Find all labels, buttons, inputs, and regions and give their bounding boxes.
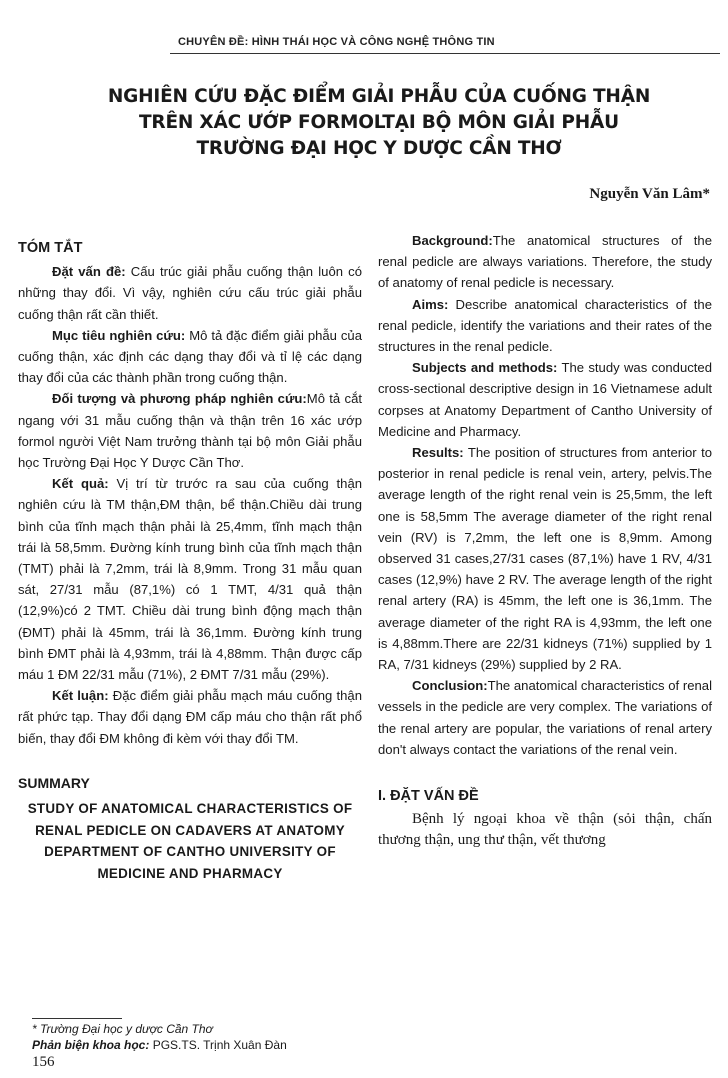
conclusion-text-vi: Đặc điểm giải phẫu mạch máu cuống thận rất phức tạp. Thay đổi dạng ĐM cấp máu cho thận rất phổ biến, thay đổi ĐM không đi kèm với thay đổi TM. xyxy=(18,688,362,746)
abstract-vi-background xyxy=(18,261,362,325)
results-text-en: The position of structures from anterior to posterior in renal pedicle is renal vein, artery, pelvis.The average length of the right renal vein is 25,5mm, the left one is 58,5mm The average diameter of the right renal vein (RV) is 7,2mm, the left one is 8,9mm. Among observed 31 cases,27/31 cases (87,1%) have 1 RV, 4/31 cases (12,9%) have 2 RV. The average length of the right renal artery (RA) is 45mm, the left one is 36,1mm. The average diameter of the right RA is 4,93mm, the left one is 4,88mm.There are 22/31 kidneys (71%) supplied by 1 RA, 7/31 kidneys (29%) supplied by 2 RA. xyxy=(378,445,712,673)
abstract-vi-methods xyxy=(18,388,362,473)
footnote-reviewer xyxy=(32,1038,287,1053)
background-text-en: The anatomical structures of the renal pedicle are always variations. Therefore, the study of anatomy of renal pedicle is necessary. xyxy=(378,233,712,291)
aims-text-vi: Mô tả đặc điểm giải phẫu của cuống thận, xác định các dạng thay đổi và tỉ lệ các dạng thay đổi của các thành phần trong cuống thận. xyxy=(18,327,362,386)
methods-text-en: The study was conducted cross-sectional descriptive design in 16 Vietnamese adult corpses at Anatomy Department of Cantho University of Medicine and Pharmacy. xyxy=(378,360,712,439)
abstract-en-conclusion xyxy=(378,675,712,760)
abstract-vi-results xyxy=(18,473,362,685)
results-label-vi: Kết quả: xyxy=(52,476,109,492)
conclusion-label-vi: Kết luận: xyxy=(52,688,109,704)
aims-label-en: Aims: xyxy=(412,296,449,312)
abstract-en-results xyxy=(378,442,712,675)
introduction-heading: I. ĐẶT VẤN ĐỀ xyxy=(378,788,479,805)
title-line-2: TRÊN XÁC ƯỚP FORMOLTẠI BỘ MÔN GIẢI PHẪU xyxy=(139,112,619,133)
results-text-vi: Vị trí từ trước ra sau của cuống thận nghiên cứu là TM thận,ĐM thận, bể thận.Chiều dài trung bình của tĩnh mạch thận phải là 25,4mm, tĩnh mạch thận trái là 58,5mm. Đường kính trung bình của tĩnh mạch thận (TMT) phải là 7,2mm, trái là 8,9mm. Trong 31 mẫu quan sát, 27/31 mẫu (87,1%) có 1 TMT, 4/31 quả thận (12,9%)có 2 TMT. Chiều dài trung bình động mạch thận (ĐMT) phải là 45mm, trái là 36,1mm. Đường kính trung bình ĐMT phải là 4,93mm, trái là 4,88mm. Thận được cấp máu 1 ĐM 22/31 mẫu (71%), 2 ĐMT 7/31 mẫu (29%). xyxy=(18,476,363,683)
background-label-vi: Đặt vấn đề: xyxy=(52,264,126,280)
background-text-vi: Cấu trúc giải phẫu cuống thận luôn có những thay đổi. Vì vậy, nghiên cứu cấu trúc giải phẫu cuống thận rất cần thiết. xyxy=(18,264,362,322)
footnote-affiliation: * Trường Đại học y dược Cần Thơ xyxy=(32,1022,213,1036)
page-number: 156 xyxy=(32,1054,55,1070)
methods-label-vi: Đối tượng và phương pháp nghiên cứu: xyxy=(52,391,307,407)
results-label-en: Results: xyxy=(412,445,464,461)
footnote-rule xyxy=(32,1018,122,1019)
abstract-en-aims xyxy=(378,294,712,358)
background-label-en: Background: xyxy=(412,233,493,248)
article-title xyxy=(40,84,718,162)
left-column xyxy=(18,230,362,884)
aims-text-en: Describe anatomical characteristics of the renal pedicle, identify the variations and their rates of the structures in the renal pedicle. xyxy=(378,296,712,355)
introduction-text: Bệnh lý ngoại khoa về thận (sỏi thận, chấn thương thận, ung thư thận, vết thương xyxy=(378,811,712,849)
title-line-3: TRƯỜNG ĐẠI HỌC Y DƯỢC CẦN THƠ xyxy=(196,138,562,159)
reviewer-label: Phản biện khoa học: xyxy=(32,1038,150,1052)
conclusion-text-en: The anatomical characteristics of renal vessels in the pedicle are very complex. The variations of the renal artery are popular, the variations of renal artery don't always contact the variations of the renal vein. xyxy=(378,678,712,757)
running-head: CHUYÊN ĐỀ: HÌNH THÁI HỌC VÀ CÔNG NGHỆ THÔNG TIN xyxy=(178,36,495,48)
header-rule xyxy=(170,53,720,54)
methods-text-vi: Mô tả cắt ngang với 31 mẫu cuống thận và thận trên 16 xác ướp formol người Việt Nam trưởng thành tại bộ môn Giải phẫu học Trường Đại Học Y Dược Cần Thơ. xyxy=(18,391,362,471)
aims-label-vi: Mục tiêu nghiên cứu: xyxy=(52,327,186,343)
methods-label-en: Subjects and methods: xyxy=(412,360,558,376)
right-column xyxy=(378,230,712,851)
abstract-vi-conclusion xyxy=(18,685,362,749)
reviewer-name: PGS.TS. Trịnh Xuân Đàn xyxy=(149,1038,287,1052)
abstract-en-background xyxy=(378,230,712,294)
abstract-en-methods xyxy=(378,357,712,442)
summary-title: STUDY OF ANATOMICAL CHARACTERISTICS OF RENAL PEDICLE ON CADAVERS AT ANATOMY DEPARTMENT OF CANTHO UNIVERSITY OF MEDICINE AND PHARMACY xyxy=(27,801,353,881)
abstract-vi-aims xyxy=(18,325,362,389)
conclusion-label-en: Conclusion: xyxy=(412,678,488,694)
summary-heading: SUMMARY xyxy=(18,774,90,791)
author: Nguyễn Văn Lâm* xyxy=(589,186,710,202)
abstract-vi-heading: TÓM TẮT xyxy=(18,240,83,256)
title-line-1: NGHIÊN CỨU ĐẶC ĐIỂM GIẢI PHẪU CỦA CUỐNG THẬN xyxy=(107,86,651,107)
